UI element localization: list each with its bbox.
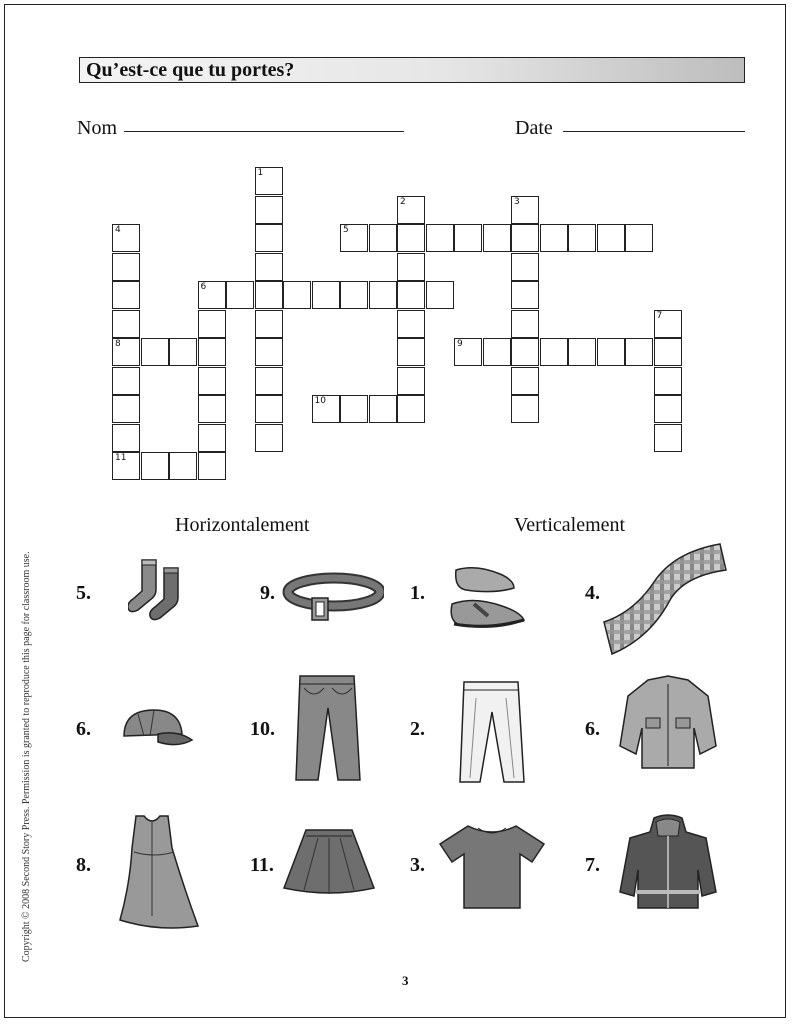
jacket-icon <box>618 674 718 772</box>
jeans-icon <box>292 672 364 782</box>
down-heading: Verticalement <box>514 514 626 536</box>
crossword-cell[interactable] <box>255 281 283 309</box>
crossword-cell[interactable] <box>198 452 226 480</box>
crossword-cell[interactable] <box>397 196 425 224</box>
clue-number-label: 9 <box>457 339 463 349</box>
clue-number-label: 10 <box>314 396 326 406</box>
date-label: Date <box>515 117 553 139</box>
skirt-icon <box>282 826 376 896</box>
crossword-cell[interactable] <box>255 224 283 252</box>
crossword-cell[interactable] <box>169 452 197 480</box>
crossword-cell[interactable] <box>112 253 140 281</box>
crossword-cell[interactable] <box>255 367 283 395</box>
across-heading: Horizontalement <box>175 514 310 536</box>
clue-number-label: 2 <box>400 196 406 207</box>
crossword-cell[interactable] <box>625 338 653 366</box>
crossword-cell[interactable] <box>112 395 140 423</box>
coat-icon <box>618 814 718 912</box>
clue-number: 1. <box>410 582 425 604</box>
crossword-cell[interactable] <box>112 310 140 338</box>
crossword-cell[interactable] <box>255 253 283 281</box>
crossword-cell[interactable] <box>112 281 140 309</box>
crossword-cell[interactable] <box>169 338 197 366</box>
crossword-cell[interactable] <box>340 395 368 423</box>
clue-number-label: 6 <box>200 282 207 292</box>
clue-number: 5. <box>76 582 91 604</box>
crossword-cell[interactable] <box>483 224 511 252</box>
crossword-cell[interactable] <box>597 224 625 252</box>
crossword-cell[interactable] <box>198 338 226 366</box>
crossword-cell[interactable] <box>198 281 226 309</box>
clue-number: 6. <box>76 718 91 740</box>
crossword-cell[interactable] <box>255 167 283 195</box>
crossword-cell[interactable] <box>312 281 340 309</box>
crossword-cell[interactable] <box>597 338 625 366</box>
crossword-cell[interactable] <box>511 310 539 338</box>
crossword-cell[interactable] <box>112 452 140 480</box>
clue-number: 3. <box>410 854 425 876</box>
crossword-cell[interactable] <box>654 395 682 423</box>
crossword-cell[interactable] <box>654 424 682 452</box>
worksheet-title: Qu’est-ce que tu portes? <box>86 59 295 81</box>
clue-number: 7. <box>585 854 600 876</box>
dress-icon <box>116 812 202 930</box>
clue-number: 9. <box>260 582 275 604</box>
shoes-icon <box>446 562 534 634</box>
pants-icon <box>454 678 528 786</box>
crossword-cell[interactable] <box>369 395 397 423</box>
crossword-cell[interactable] <box>540 338 568 366</box>
scarf-icon <box>600 540 728 656</box>
crossword-cell[interactable] <box>511 224 539 252</box>
crossword-cell[interactable] <box>426 224 454 252</box>
crossword-cell[interactable] <box>511 338 539 366</box>
crossword-cell[interactable] <box>511 253 539 281</box>
crossword-cell[interactable] <box>340 224 368 252</box>
crossword-cell[interactable] <box>511 395 539 423</box>
crossword-grid <box>0 0 792 500</box>
crossword-cell[interactable] <box>654 310 682 338</box>
crossword-cell[interactable] <box>312 395 340 423</box>
clue-number: 10. <box>250 718 275 740</box>
tshirt-icon <box>438 822 546 912</box>
crossword-cell[interactable] <box>654 338 682 366</box>
crossword-cell[interactable] <box>112 224 140 252</box>
crossword-cell[interactable] <box>397 281 425 309</box>
crossword-cell[interactable] <box>511 281 539 309</box>
crossword-cell[interactable] <box>255 196 283 224</box>
crossword-cell[interactable] <box>112 367 140 395</box>
crossword-cell[interactable] <box>397 253 425 281</box>
crossword-cell[interactable] <box>426 281 454 309</box>
socks-icon <box>128 556 188 626</box>
crossword-cell[interactable] <box>141 452 169 480</box>
crossword-cell[interactable] <box>654 367 682 395</box>
crossword-cell[interactable] <box>255 395 283 423</box>
crossword-cell[interactable] <box>511 367 539 395</box>
crossword-cell[interactable] <box>540 224 568 252</box>
crossword-cell[interactable] <box>226 281 254 309</box>
crossword-cell[interactable] <box>198 395 226 423</box>
crossword-cell[interactable] <box>198 367 226 395</box>
clue-number-label: 4 <box>115 225 121 235</box>
belt-icon <box>282 566 384 628</box>
crossword-cell[interactable] <box>483 338 511 366</box>
crossword-cell[interactable] <box>397 395 425 423</box>
clue-number: 11. <box>250 854 274 876</box>
clue-number-label: 11 <box>115 453 127 463</box>
crossword-cell[interactable] <box>255 424 283 452</box>
clue-number-label: 5 <box>343 225 349 235</box>
crossword-cell[interactable] <box>112 338 140 366</box>
crossword-cell[interactable] <box>568 338 596 366</box>
clue-number: 4. <box>585 582 600 604</box>
crossword-cell[interactable] <box>141 338 169 366</box>
clue-number-label: 7 <box>656 310 663 321</box>
clue-number-label: 1 <box>257 168 264 178</box>
crossword-cell[interactable] <box>454 224 482 252</box>
clue-number-label: 3 <box>514 196 520 207</box>
crossword-cell[interactable] <box>397 338 425 366</box>
cap-icon <box>118 706 196 748</box>
clue-number: 2. <box>410 718 425 740</box>
crossword-cell[interactable] <box>283 281 311 309</box>
clue-number-label: 8 <box>115 339 121 349</box>
crossword-cell[interactable] <box>625 224 653 252</box>
copyright-notice: Copyright © 2008 Second Story Press. Permission is granted to reproduce this page for classroom use. <box>21 551 32 962</box>
crossword-cell[interactable] <box>397 310 425 338</box>
clue-number: 8. <box>76 854 91 876</box>
page-number: 3 <box>402 973 409 988</box>
crossword-cell[interactable] <box>340 281 368 309</box>
nom-label: Nom <box>77 117 117 139</box>
crossword-cell[interactable] <box>568 224 596 252</box>
crossword-cell[interactable] <box>397 224 425 252</box>
crossword-cell[interactable] <box>112 424 140 452</box>
crossword-cell[interactable] <box>198 424 226 452</box>
crossword-cell[interactable] <box>369 224 397 252</box>
clue-number: 6. <box>585 718 600 740</box>
crossword-cell[interactable] <box>198 310 226 338</box>
crossword-cell[interactable] <box>454 338 482 366</box>
crossword-cell[interactable] <box>255 310 283 338</box>
crossword-cell[interactable] <box>255 338 283 366</box>
crossword-cell[interactable] <box>397 367 425 395</box>
crossword-cell[interactable] <box>511 196 539 224</box>
crossword-cell[interactable] <box>369 281 397 309</box>
